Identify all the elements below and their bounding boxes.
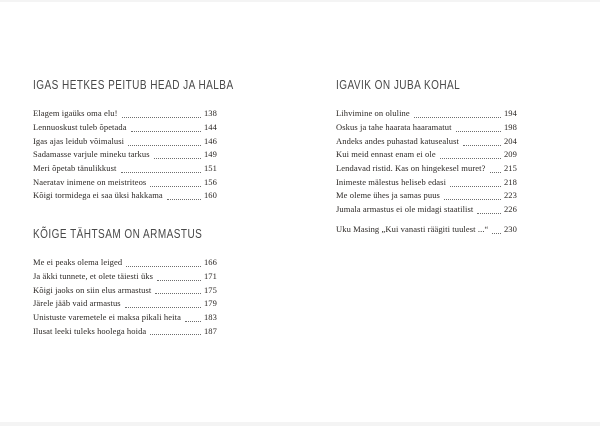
toc-section-title: KÕIGE TÄHTSAM ON ARMASTUS	[33, 225, 203, 241]
toc-entry-label: Ilusat leeki tuleks hoolega hoida	[33, 325, 147, 336]
toc-entry-page: 175	[203, 284, 217, 295]
toc-entry-page: 187	[203, 325, 217, 336]
toc-entry	[33, 162, 217, 176]
toc-entry	[33, 189, 217, 203]
toc-entry-page: 149	[203, 149, 217, 160]
toc-entry-label: Naeratav inimene on meistriteos	[33, 176, 147, 187]
toc-section	[33, 77, 234, 203]
toc-entry-page: 151	[203, 163, 217, 174]
toc-entry-page: 144	[203, 122, 217, 133]
toc-entry-page: 209	[503, 149, 517, 160]
toc-entry-label: Uku Masing „Kui vanasti räägiti tuulest ...“	[336, 223, 489, 234]
dot-leader	[167, 198, 201, 200]
toc-entry-page: 166	[203, 257, 217, 268]
toc-entry-page: 179	[203, 298, 217, 309]
toc-entry-page: 230	[503, 223, 517, 234]
toc-entry-label: Oskus ja tahe haarata haaramatut	[336, 122, 452, 133]
toc-entry-label: Meri õpetab tänulikkust	[33, 163, 117, 174]
dot-leader	[128, 144, 201, 146]
dot-leader	[154, 157, 201, 159]
dot-leader	[157, 279, 201, 281]
toc-entry	[336, 121, 517, 135]
dot-leader	[450, 185, 501, 187]
toc-column-left	[33, 77, 234, 338]
toc-entry	[33, 107, 217, 121]
toc-entry-label: Me ei peaks olema leiged	[33, 257, 123, 268]
dot-leader	[490, 171, 501, 173]
dot-leader	[131, 130, 201, 132]
dot-leader	[440, 157, 501, 159]
toc-entry-page: 183	[203, 311, 217, 322]
toc-entry-page: 138	[203, 108, 217, 119]
toc-entry-page: 223	[503, 190, 517, 201]
toc-entry-label: Me oleme ühes ja samas puus	[336, 190, 440, 201]
toc-entry	[336, 223, 517, 237]
toc-column-right	[336, 78, 517, 236]
toc-entry-label: Lihvimine on oluline	[336, 108, 410, 119]
toc-entry	[336, 162, 517, 176]
toc-entry-page: 198	[503, 122, 517, 133]
toc-entry	[33, 283, 217, 297]
toc-entry-label: Andeks andes puhastad katusealust	[336, 135, 459, 146]
toc-entry	[336, 189, 517, 203]
dot-leader	[126, 265, 201, 267]
toc-entry	[33, 256, 217, 270]
page-top-edge	[0, 0, 600, 2]
toc-entry-page: 218	[503, 176, 517, 187]
toc-entry	[33, 297, 217, 311]
toc-entry-page: 194	[503, 108, 517, 119]
toc-entry	[33, 121, 217, 135]
toc-entry-page: 171	[203, 270, 217, 281]
toc-entry-label: Kui meid ennast enam ei ole	[336, 149, 436, 160]
dot-leader	[125, 306, 201, 308]
toc-entry-label: Elagem igaüks oma elu!	[33, 108, 118, 119]
toc-section-title: IGAVIK ON JUBA KOHAL	[336, 77, 461, 92]
toc-entry	[33, 148, 217, 162]
toc-entry-label: Sadamasse varjule mineku tarkus	[33, 149, 150, 160]
toc-entry	[33, 311, 217, 325]
toc-entry-label: Ja äkki tunnete, et olete täiesti üks	[33, 270, 154, 281]
toc-entry	[336, 175, 517, 189]
dot-leader	[185, 320, 201, 322]
toc-entry-page: 215	[503, 163, 517, 174]
dot-leader	[414, 116, 501, 118]
dot-leader	[121, 171, 201, 173]
toc-entry	[336, 148, 517, 162]
toc-entry-label: Lendavad ristid. Kas on hingekesel muret?	[336, 163, 486, 174]
toc-section	[336, 78, 517, 236]
toc-entry	[336, 134, 517, 148]
toc-entry	[33, 270, 217, 284]
toc-entry-page: 226	[503, 204, 517, 215]
dot-leader	[150, 185, 201, 187]
toc-entry-label: Igas ajas leidub võimalusi	[33, 135, 125, 146]
dot-leader	[150, 333, 201, 335]
toc-entry-page: 160	[203, 190, 217, 201]
toc-entry-page: 156	[203, 176, 217, 187]
dot-leader	[492, 232, 501, 234]
toc-entry-label: Järele jääb vaid armastus	[33, 298, 121, 309]
dot-leader	[477, 212, 501, 214]
dot-leader	[122, 116, 201, 118]
page-bottom-edge	[0, 422, 600, 426]
dot-leader	[444, 198, 501, 200]
toc-entry	[336, 107, 517, 121]
toc-entry	[33, 324, 217, 338]
toc-entry-label: Kõigi tormidega ei saa üksi hakkama	[33, 190, 163, 201]
toc-section-title: IGAS HETKES PEITUB HEAD JA HALBA	[33, 77, 234, 92]
toc-section	[33, 227, 217, 338]
toc-entry-page: 204	[503, 135, 517, 146]
toc-entry	[33, 175, 217, 189]
toc-entry-label: Lennuoskust tuleb õpetada	[33, 122, 127, 133]
toc-entry-label: Kõigi jaoks on siin elus armastust	[33, 284, 152, 295]
toc-entry-label: Jumala armastus ei ole midagi staatilist	[336, 204, 474, 215]
dot-leader	[456, 130, 501, 132]
toc-entry-label: Inimeste mälestus heliseb edasi	[336, 176, 447, 187]
toc-entry-label: Unistuste varemetele ei maksa pikali heita	[33, 311, 181, 322]
dot-leader	[155, 292, 201, 294]
toc-entry	[33, 134, 217, 148]
dot-leader	[463, 144, 501, 146]
toc-entry-page: 146	[203, 135, 217, 146]
toc-entry	[336, 203, 517, 217]
